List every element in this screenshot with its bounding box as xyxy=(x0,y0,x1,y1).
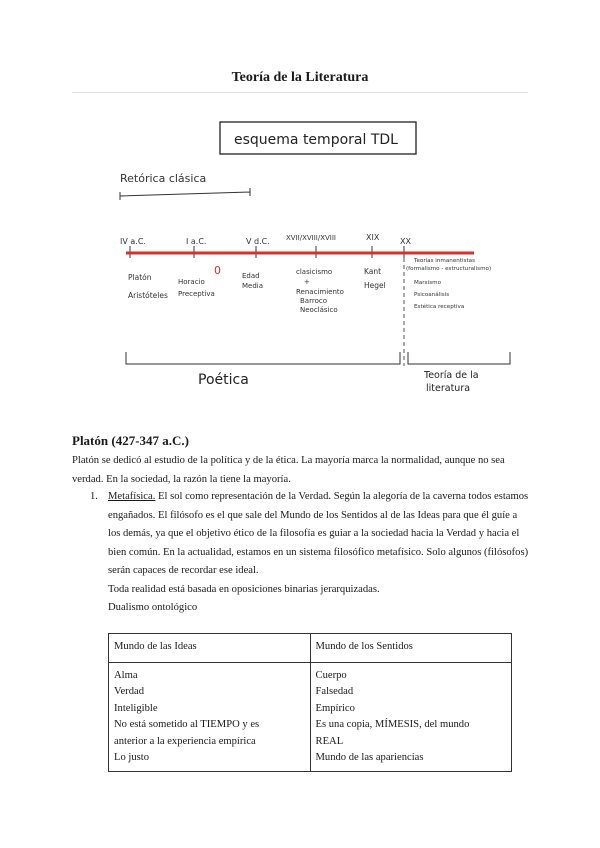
timeline-sketch xyxy=(90,108,520,408)
sketch-title: esquema temporal TDL xyxy=(234,132,398,148)
title-divider xyxy=(72,92,528,93)
list-item xyxy=(108,488,530,618)
cell-line: Falsedad xyxy=(315,686,354,697)
cell-line: REAL xyxy=(315,735,344,747)
authors-group: clasicismo + Renacimiento Barroco Neoclásico xyxy=(296,268,344,314)
section-heading: Platón (427-347 a.C.) xyxy=(72,433,189,448)
authors-group: Edad Media xyxy=(242,272,264,290)
retorica-brace xyxy=(120,188,250,200)
century-label: IV a.C. xyxy=(120,237,146,246)
authors-group: Platón Aristóteles xyxy=(128,273,168,300)
list-item-label: Metafísica. xyxy=(108,491,156,502)
cell-line: Es una copia, MÍMESIS, del mundo xyxy=(315,719,470,730)
poetica-bracket xyxy=(126,352,400,364)
century-label: I a.C. xyxy=(186,237,207,246)
table-cell xyxy=(310,662,512,771)
list-number: 1. xyxy=(90,491,98,502)
century-label: XIX xyxy=(366,233,380,242)
cell-line: Empírico xyxy=(315,702,355,714)
cell-line: Lo justo xyxy=(114,752,150,763)
list-item-text: El sol como representación de la Verdad. Según la alegoría de la caverna todos estamos engañados. El filósofo es el que sale del Mundo de los Sentidos al de las Ideas para que él guíe a los demás, ya que el objetivo ético de la filosofía es guiar a la sociedad hacia la Verdad y hacia el bien común. En la actualidad, estamos en un sistema filosófico metafísico. Solo algunos (filósofos) serán capaces de recordar ese ideal. xyxy=(108,491,529,576)
poetica-label: Poética xyxy=(198,372,249,388)
authors-group: Teorías inmanentistas (formalismo - estructuralismo) Marxismo Psicoanálisis Estética receptiva xyxy=(406,258,492,310)
authors-group: Kant Hegel xyxy=(364,267,386,290)
cell-line: Verdad xyxy=(114,686,145,697)
table-header-cell: Mundo de las Ideas xyxy=(109,634,311,663)
cell-line: Mundo de las apariencias xyxy=(315,752,424,763)
cell-line: Cuerpo xyxy=(315,669,347,681)
dualism-table xyxy=(108,633,512,772)
century-label: XX xyxy=(400,237,411,246)
table-header-cell: Mundo de los Sentidos xyxy=(310,634,512,663)
cell-line: No está sometido al TIEMPO y es xyxy=(114,719,260,730)
table-row xyxy=(109,662,512,771)
century-label: V d.C. xyxy=(246,237,270,246)
cell-line: anterior a la experiencia empírica xyxy=(114,735,256,747)
numbered-list xyxy=(90,488,530,618)
cell-line: Alma xyxy=(114,669,138,681)
authors-group: Horacio Preceptiva xyxy=(178,278,215,298)
teoria-label: Teoría de la literatura xyxy=(424,370,479,394)
century-label: XVII/XVIII/XVIII xyxy=(286,234,336,242)
teoria-bracket xyxy=(408,352,510,364)
list-item-line: Toda realidad está basada en oposiciones binarias jerarquizadas. xyxy=(108,583,380,595)
cell-line: Inteligible xyxy=(114,702,158,714)
page-title: Teoría de la Literatura xyxy=(231,70,369,85)
table-cell xyxy=(109,662,311,771)
list-item-line: Dualismo ontológico xyxy=(108,602,198,613)
retorica-label: Retórica clásica xyxy=(120,172,207,185)
table-header-row xyxy=(109,634,512,663)
zero-mark: 0 xyxy=(214,264,221,277)
intro-paragraph: Platón se dedicó al estudio de la política y de la ética. La mayoría marca la normalidad, aunque no sea verdad. En la sociedad, la razón la tiene la mayoría. xyxy=(72,455,505,485)
